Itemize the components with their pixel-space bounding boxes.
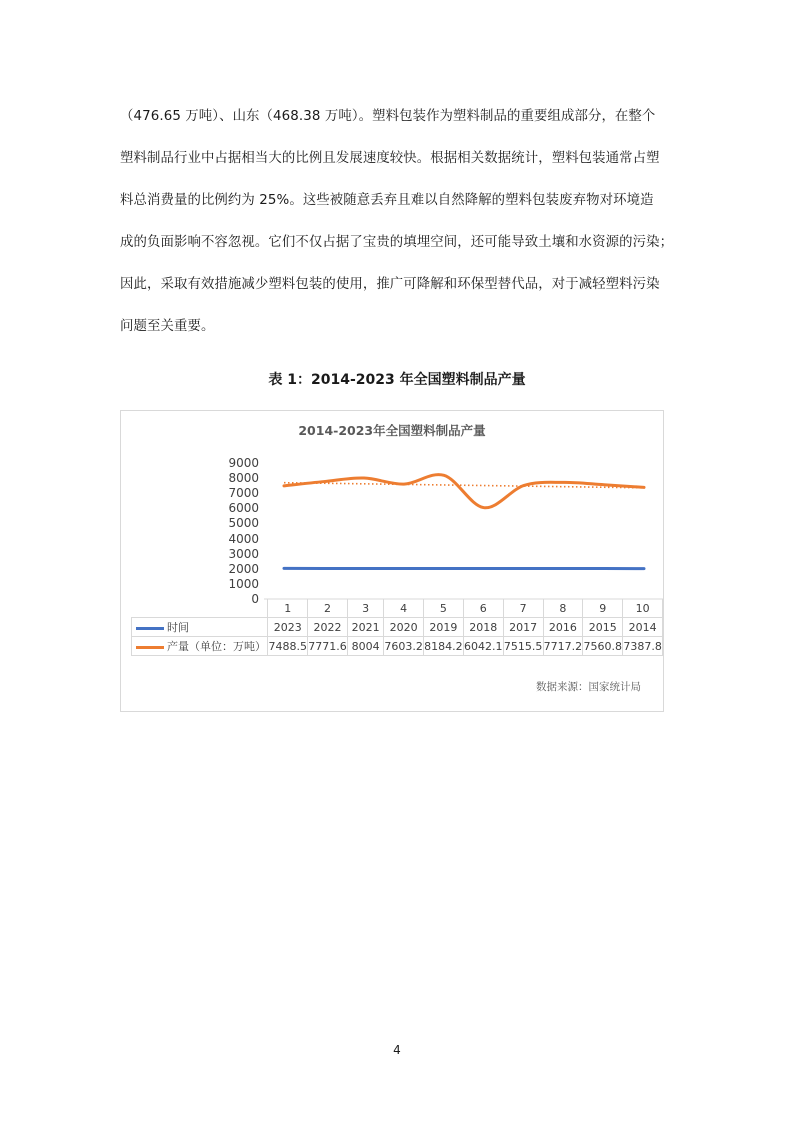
page-number: 4: [393, 1043, 401, 1057]
chart-title: 2014-2023年全国塑料制品产量: [298, 423, 486, 438]
x-tick-label: 7: [503, 599, 543, 618]
y-tick-label: 8000: [228, 471, 259, 486]
x-tick-label: 1: [268, 599, 308, 618]
table-cell: 2018: [463, 618, 503, 637]
table-cell: 2019: [424, 618, 464, 637]
paragraph-line: （476.65 万吨）、山东（468.38 万吨）。塑料包装作为塑料制品的重要组成部分，在整个: [120, 109, 656, 124]
y-tick-label: 9000: [228, 456, 259, 470]
y-tick-label: 2000: [228, 561, 259, 576]
table-cell: 8184.2: [424, 637, 464, 656]
paragraph-line: 塑料制品行业中占据相当大的比例且发展速度较快。根据相关数据统计，塑料包装通常占塑: [120, 151, 660, 166]
x-tick-label: 4: [384, 599, 424, 618]
table-cell: 7603.2: [384, 637, 424, 656]
y-tick-label: 4000: [228, 531, 259, 546]
table-cell: 2015: [583, 618, 623, 637]
legend-key-output: [136, 646, 164, 649]
chart-container: [120, 410, 664, 712]
series-line-output: [284, 475, 644, 508]
legend-output: [132, 637, 268, 656]
table-caption: 表 1：2014-2023 年全国塑料制品产量: [268, 372, 526, 388]
table-cell: 2020: [384, 618, 424, 637]
legend-label-time: 时间: [167, 621, 189, 634]
y-tick-label: 6000: [228, 501, 259, 516]
paragraph-line: 因此，采取有效措施减少塑料包装的使用，推广可降解和环保型替代品，对于减轻塑料污染: [120, 277, 660, 292]
x-tick-label: 9: [583, 599, 623, 618]
x-tick-label: 10: [623, 599, 663, 618]
legend-time: [132, 618, 268, 637]
y-tick-label: 0: [251, 592, 259, 606]
table-cell: 2022: [308, 618, 348, 637]
table-cell: 2023: [268, 618, 308, 637]
table-cell: 7717.2: [543, 637, 583, 656]
table-cell: 7515.5: [503, 637, 543, 656]
x-tick-label: 5: [424, 599, 464, 618]
table-cell: 2017: [503, 618, 543, 637]
table-cell: 2014: [623, 618, 663, 637]
y-tick-label: 7000: [228, 486, 259, 501]
paragraph-line: 问题至关重要。: [120, 319, 215, 334]
table-cell: 2016: [543, 618, 583, 637]
table-cell: 6042.1: [463, 637, 503, 656]
y-tick-label: 3000: [228, 546, 259, 561]
legend-key-time: [136, 627, 164, 630]
x-tick-label: 2: [308, 599, 348, 618]
legend-label-output: 产量（单位：万吨）: [167, 640, 266, 653]
table-cell: 7771.6: [308, 637, 348, 656]
y-tick-label: 1000: [228, 576, 259, 591]
paragraph-line: 料总消费量的比例约为 25%。这些被随意丢弃且难以自然降解的塑料包装废弃物对环境造: [120, 193, 654, 208]
table-cell: 8004: [347, 637, 383, 656]
x-tick-label: 3: [347, 599, 383, 618]
y-tick-label: 5000: [228, 516, 259, 531]
table-cell: 7560.8: [583, 637, 623, 656]
x-tick-label: 8: [543, 599, 583, 618]
table-cell: 7488.5: [268, 637, 308, 656]
table-cell: 2021: [347, 618, 383, 637]
table-cell: 7387.8: [623, 637, 663, 656]
chart-plot-area: [121, 411, 665, 713]
table-corner: [132, 599, 268, 618]
paragraph-line: 成的负面影响不容忽视。它们不仅占据了宝贵的填埋空间，还可能导致土壤和水资源的污染；: [120, 235, 674, 250]
data-source-note: 数据来源：国家统计局: [536, 681, 641, 693]
x-tick-label: 6: [463, 599, 503, 618]
chart-data-table: [131, 599, 663, 656]
